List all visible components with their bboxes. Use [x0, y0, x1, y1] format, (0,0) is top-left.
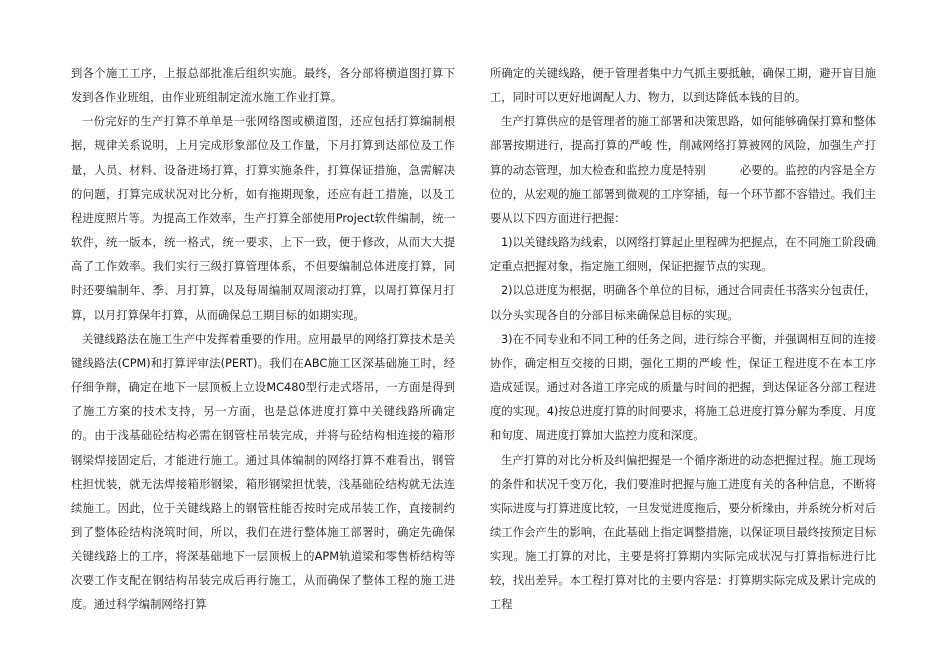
left-text-column	[71, 62, 455, 618]
right-paragraph-6: 生产打算的对比分析及纠偏把握是一个循序渐进的动态把握过程。施工现场的条件和状况千变万化，我们要准时把握与施工进度有关的各种信息，不断将实际进度与打算进度比较，一旦发觉进度拖后，要分析缘由，并系统分析对后续工作会产生的影响，在此基础上指定调整措施，以保证项目最终按预定目标实现。施工打算的对比，主要是将打算期内实际完成状况与打算指标进行比较，找出差异。本工程打算对比的主要内容是：打算期实际完成及累计完成的工程	[490, 453, 876, 612]
left-paragraph-2: 一份完好的生产打算不单单是一张网络图或横道图，还应包括打算编制根据，规律关系说明，上月完成形象部位及工作量，下月打算到达部位及工作量，人员、材料、设备进场打算，打算实施条件，打算保证措施，急需解决的问题，打算完成状况对比分析，如有拖期现象，还应有赶工措施，以及工程进度照片等。为提高工作效率，生产打算全部使用Project软件编制，统一软件，统一版本，统一格式，统一要求，上下一致，便于修改，从而大大提高了工作效率。我们实行三级打算管理体系，不但要编制总体进度打算，同时还要编制年、季、月打算，以及每周编制双周滚动打算，以周打算保月打算，以月打算保年打算，从而确保总工期目标的如期实现。	[71, 115, 455, 322]
right-text-column	[490, 62, 876, 618]
left-paragraph-1: 到各个施工工序，上报总部批准后组织实施。最终，各分部将横道图打算下发到各作业班组，由作业班组制定流水施工作业打算。	[71, 67, 455, 105]
left-paragraph-3: 关键线路法在施工生产中发挥着重要的作用。应用最早的网络打算技术是关键线路法(CPM)和打算评审法(PERT)。我们在ABC施工区深基础施工时，经仔细争辩，确定在地下一层顶板上立设MC480型行走式塔吊，一方面是得到了施工方案的技术支持，另一方面，也是总体进度打算中关键线路所确定的。由于浅基础砼结构必需在钢管柱吊装完成，并将与砼结构相连接的箱形钢梁焊接固定后，才能进行施工。通过具体编制的网络打算不难看出，钢管柱担忧装，就无法焊接箱形钢梁，箱形钢梁担忧装，浅基础砼结构就无法连续施工。因此，位于关键线路上的钢管柱能否按时完成吊装工作，直接制约到了整体砼结构浇筑时间，所以，我们在进行整体施工部署时，确定先确保关键线路上的工序，将深基础地下一层顶板上的APM轨道梁和零售桥结构等次要工作支配在钢结构吊装完成后再行施工，从而确保了整体工程的施工进度。通过科学编制网络打算	[71, 332, 455, 612]
right-paragraph-5: 3)在不同专业和不同工种的任务之间，进行综合平衡，并强调相互间的连接协作，确定相互交接的日期，强化工期的严峻 性，保证工程进度不在本工序造成延误。通过对各道工序完成的质量与时间的把握，到达保证各分部工程进度的实现。4)按总进度打算的时间要求，将施工总进度打算分解为季度、月度和旬度、周进度打算加大监控力度和深度。	[490, 332, 876, 443]
right-paragraph-3: 1)以关键线路为线索，以网络打算起止里程碑为把握点，在不同施工阶段确定重点把握对象，指定施工细则，保证把握节点的实现。	[490, 236, 876, 274]
right-paragraph-4: 2)以总进度为根据，明确各个单位的目标，通过合同责任书落实分包责任，以分头实现各自的分部目标来确保总目标的实现。	[490, 284, 876, 322]
right-paragraph-1: 所确定的关键线路，便于管理者集中力气抓主要抵触，确保工期，避开盲目施工，同时可以更好地调配人力、物力，以到达降低本钱的目的。	[490, 67, 876, 105]
right-paragraph-2: 生产打算供应的是管理者的施工部署和决策思路，如何能够确保打算和整体部署按期进行，提高打算的严峻 性，削减网络打算被网的风险，加强生产打算的动态管理，加大检查和监控力度是特别 必要的。监控的内容是全方位的，从宏观的施工部署到微观的工序穿插，每一个环节都不容错过。我们主要从以下四方面进行把握：	[490, 115, 876, 225]
